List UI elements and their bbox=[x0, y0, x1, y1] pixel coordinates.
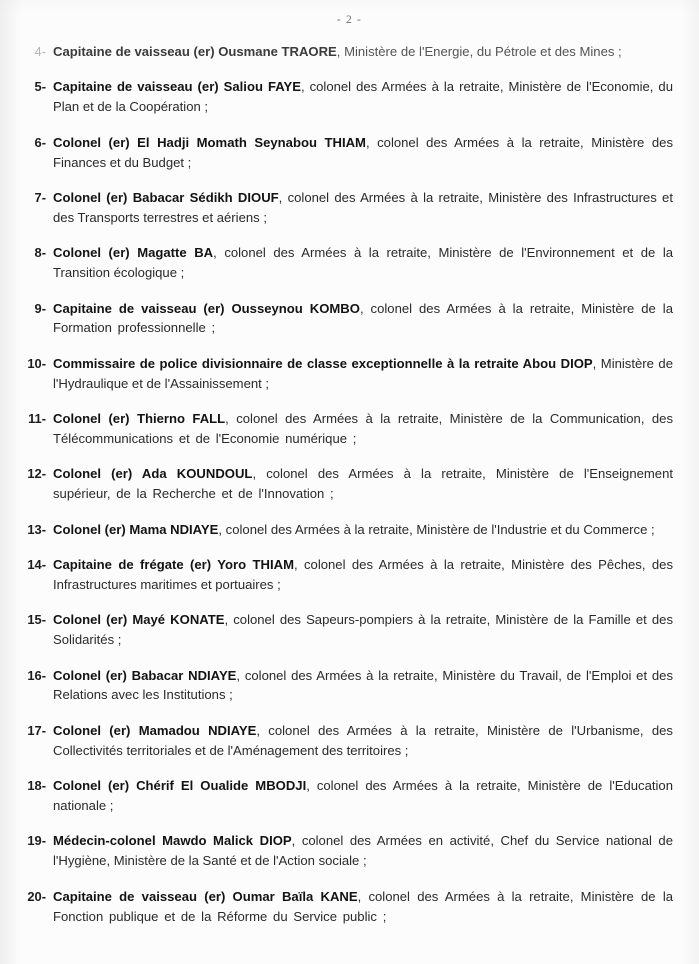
list-item-rank-name: Capitaine de vaisseau (er) Ousmane TRAORE bbox=[53, 44, 337, 59]
list-item-number: 20- bbox=[27, 888, 46, 904]
list-item-rank-name: Colonel (er) Ada KOUNDOUL bbox=[53, 466, 253, 482]
list-item-rank-name: Capitaine de vaisseau (er) Ousseynou KOMBO bbox=[53, 300, 360, 316]
list-item-ministry: , colonel des Armées à la retraite, Ministère des Infrastructures et des Transports terrestres et aériens ; bbox=[53, 189, 673, 225]
list-item-rank-name: Colonel (er) Thierno FALL bbox=[53, 411, 226, 427]
list-item-number: 19- bbox=[27, 833, 46, 849]
list-item-text bbox=[53, 299, 673, 339]
list-item bbox=[16, 188, 673, 228]
list-item-text bbox=[53, 831, 673, 871]
list-item-text bbox=[53, 520, 673, 540]
list-item-rank-name: Commissaire de police divisionnaire de classe exceptionnelle à la retraite Abou DIOP bbox=[53, 355, 593, 371]
list-item-number: 9- bbox=[34, 300, 46, 316]
list-item-ministry: , colonel des Armées à la retraite, Ministère de la Communication, des Télécommunications et de l'Economie numérique ; bbox=[53, 411, 674, 446]
page-number-header: - 2 - bbox=[336, 14, 363, 26]
list-item-ministry: , colonel des Armées à la retraite, Ministère du Travail, de l'Emploi et des Relations avec les Institutions ; bbox=[53, 667, 673, 703]
list-item bbox=[16, 610, 673, 650]
list-item-rank-name: Colonel (er) Chérif El Oualide MBODJI bbox=[53, 778, 307, 794]
list-item-text bbox=[53, 887, 673, 927]
list-item-text bbox=[53, 666, 673, 706]
list-item-text bbox=[53, 464, 673, 504]
list-item-ministry: , colonel des Armées à la retraite, Ministère de l'Environnement et de la Transition écologique ; bbox=[53, 245, 674, 281]
list-item-ministry: , colonel des Armées à la retraite, Ministère de l'Education nationale ; bbox=[53, 778, 673, 814]
list-item-number: 15- bbox=[27, 612, 46, 628]
list-item-text bbox=[53, 77, 673, 117]
list-item bbox=[16, 42, 673, 62]
list-item-text bbox=[53, 555, 673, 595]
list-item bbox=[16, 520, 673, 540]
list-item-ministry: , Ministère de l'Energie, du Pétrole et des Mines ; bbox=[336, 44, 622, 59]
list-item-number: 12- bbox=[27, 466, 46, 482]
list-item-text bbox=[53, 409, 673, 449]
list-item-number: 14- bbox=[27, 557, 46, 573]
list-item bbox=[16, 299, 673, 339]
list-item-text bbox=[53, 354, 673, 394]
list-item bbox=[16, 666, 673, 706]
list-item-number: 7- bbox=[34, 189, 46, 205]
list-item-text bbox=[53, 188, 673, 228]
list-item-text bbox=[53, 721, 673, 761]
list-item-ministry: , colonel des Armées à la retraite, Ministère de l'Economie, du Plan et de la Coopération ; bbox=[53, 79, 673, 115]
list-item-ministry: , colonel des Armées à la retraite, Ministère des Pêches, des Infrastructures maritimes et portuaires ; bbox=[53, 557, 673, 592]
list-item-number: 16- bbox=[27, 667, 46, 683]
list-item-number: 17- bbox=[27, 722, 46, 738]
list-item-ministry: , Ministère de l'Hydraulique et de l'Assainissement ; bbox=[53, 355, 673, 391]
list-item bbox=[16, 464, 673, 504]
list-item-rank-name: Colonel (er) Magatte BA bbox=[53, 245, 214, 261]
list-item-rank-name: Capitaine de frégate (er) Yoro THIAM bbox=[53, 557, 294, 573]
list-item bbox=[16, 133, 673, 173]
list-item-rank-name: Capitaine de vaisseau (er) Saliou FAYE bbox=[53, 79, 301, 95]
list-item-number: 5- bbox=[34, 79, 46, 95]
list-item-number: 11- bbox=[28, 411, 46, 427]
list-item-number: 6- bbox=[34, 134, 46, 150]
list-item-text bbox=[53, 42, 673, 62]
list-item-ministry: , colonel des Armées à la retraite, Ministère des Finances et du Budget ; bbox=[53, 134, 673, 170]
list-item bbox=[16, 776, 673, 816]
list-item bbox=[16, 409, 673, 449]
list-item-rank-name: Colonel (er) Babacar NDIAYE bbox=[53, 667, 237, 683]
appointment-list bbox=[0, 26, 699, 927]
list-item-text bbox=[53, 776, 673, 816]
list-item bbox=[16, 243, 673, 283]
list-item-rank-name: Colonel (er) Mayé KONATE bbox=[53, 612, 225, 628]
list-item-rank-name: Colonel (er) El Hadji Momath Seynabou THIAM bbox=[53, 134, 366, 150]
list-item-rank-name: Colonel (er) Mama NDIAYE bbox=[53, 521, 219, 537]
list-item bbox=[16, 831, 673, 871]
list-item-text bbox=[53, 610, 673, 650]
list-item-number: 13- bbox=[27, 521, 46, 537]
list-item-number: 18- bbox=[27, 778, 46, 794]
list-item bbox=[16, 887, 673, 927]
list-item-ministry: , colonel des Armées à la retraite, Ministère de la Formation professionnelle ; bbox=[53, 300, 673, 336]
list-item-ministry: , colonel des Armées à la retraite, Ministère de la Fonction publique et de la Réforme du Service public ; bbox=[53, 888, 674, 924]
list-item-ministry: , colonel des Armées à la retraite, Ministère de l'Industrie et du Commerce ; bbox=[218, 521, 655, 537]
list-item bbox=[16, 721, 673, 761]
list-item-text bbox=[53, 243, 673, 283]
list-item-rank-name: Colonel (er) Mamadou NDIAYE bbox=[53, 722, 257, 738]
list-item-number: 8- bbox=[34, 245, 46, 261]
list-item-ministry: , colonel des Armées en activité, Chef du Service national de l'Hygiène, Ministère de la Santé et de l'Action sociale ; bbox=[53, 833, 673, 869]
list-item bbox=[16, 555, 673, 595]
list-item-number: 10- bbox=[27, 355, 46, 371]
list-item-text bbox=[53, 133, 673, 173]
list-item-rank-name: Colonel (er) Babacar Sédikh DIOUF bbox=[53, 189, 279, 205]
list-item-number: 4- bbox=[34, 44, 46, 59]
list-item bbox=[16, 77, 673, 117]
list-item-ministry: , colonel des Armées à la retraite, Ministère de l'Enseignement supérieur, de la Recherche et de l'Innovation ; bbox=[53, 466, 674, 502]
list-item-rank-name: Capitaine de vaisseau (er) Oumar Baïla KANE bbox=[53, 888, 358, 904]
list-item-ministry: , colonel des Armées à la retraite, Ministère de l'Urbanisme, des Collectivités territoriales et de l'Aménagement des territoires ; bbox=[53, 722, 673, 758]
list-item bbox=[16, 354, 673, 394]
list-item-ministry: , colonel des Sapeurs-pompiers à la retraite, Ministère de la Famille et des Solidarités ; bbox=[53, 612, 673, 648]
list-item-rank-name: Médecin-colonel Mawdo Malick DIOP bbox=[53, 833, 292, 849]
